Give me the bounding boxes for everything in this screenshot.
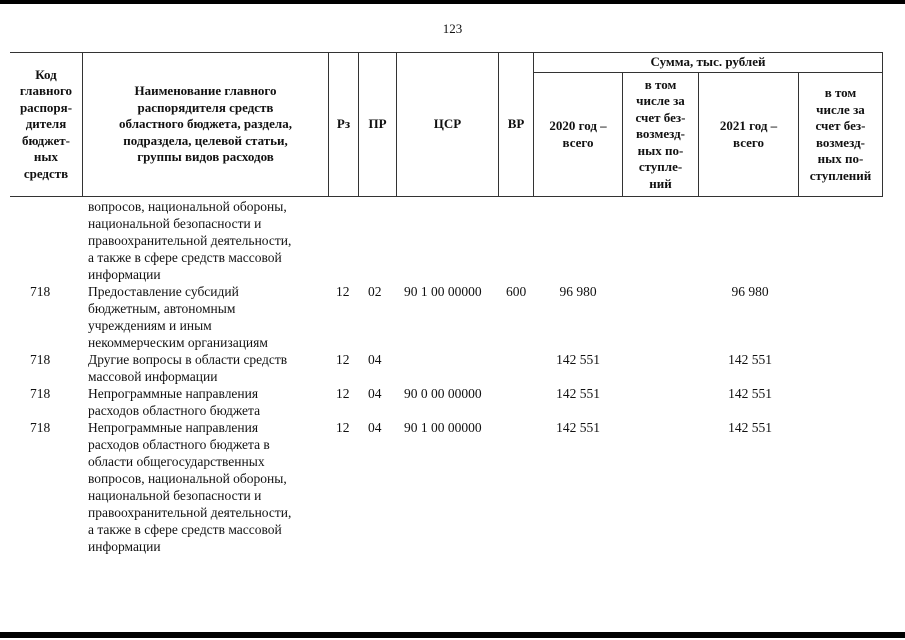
- row-csr: 90 0 00 00000: [404, 386, 482, 401]
- row-rz: 12: [336, 284, 350, 299]
- header-bottom-line: [10, 196, 883, 197]
- row-rz: 12: [336, 420, 350, 435]
- row-code: 718: [30, 352, 51, 367]
- row-name: Непрограммные направления расходов областного бюджета: [88, 386, 261, 418]
- row-code: 718: [30, 386, 51, 401]
- row-2021: 142 551: [728, 386, 772, 401]
- row-2021: 142 551: [728, 352, 772, 367]
- row-pr: 04: [368, 386, 382, 401]
- row-csr: 90 1 00 00000: [404, 420, 482, 435]
- header-vr: ВР: [507, 116, 525, 132]
- row-2020: 96 980: [559, 284, 597, 299]
- page-number: 123: [442, 21, 463, 36]
- header-csr: ЦСР: [433, 116, 462, 132]
- row-pr: 04: [368, 352, 382, 367]
- row-2020: 142 551: [556, 420, 600, 435]
- header-2021-bez: в том числе за счет без- возмезд- ных по- ступлений: [809, 85, 872, 183]
- bottom-border: [0, 632, 905, 638]
- row-pr: 04: [368, 420, 382, 435]
- row-name: вопросов, национальной обороны, национальной безопасности и правоохранительной деятельности, а также в сфере средств массовой информации: [88, 199, 292, 282]
- row-name: Предоставление субсидий бюджетным, автономным учреждениям и иным некоммерческим организациям: [88, 284, 268, 350]
- row-2020: 142 551: [556, 386, 600, 401]
- row-csr: 90 1 00 00000: [404, 284, 482, 299]
- row-2020: 142 551: [556, 352, 600, 367]
- header-2020-bez: в том числе за счет без- возмезд- ных по- ступле- ний: [635, 76, 686, 191]
- row-vr: 600: [506, 284, 527, 299]
- row-2021: 96 980: [731, 284, 769, 299]
- header-code: Код главного распоря- дителя бюджет- ных средств: [19, 66, 73, 181]
- header-rz: Рз: [336, 116, 351, 132]
- header-2021: 2021 год – всего: [719, 118, 778, 150]
- row-rz: 12: [336, 352, 350, 367]
- header-pr: ПР: [368, 116, 387, 132]
- col-divider-right: [882, 52, 883, 196]
- row-2021: 142 551: [728, 420, 772, 435]
- header-2020: 2020 год – всего: [549, 118, 607, 150]
- header-sum: Сумма, тыс. рублей: [650, 54, 766, 70]
- header-name: Наименование главного распорядителя средств областного бюджета, раздела, подраздела, целевой статьи, группы видов расходов: [119, 83, 292, 165]
- row-code: 718: [30, 284, 51, 299]
- row-pr: 02: [368, 284, 382, 299]
- row-name: Другие вопросы в области средств массовой информации: [88, 352, 288, 384]
- row-rz: 12: [336, 386, 350, 401]
- row-code: 718: [30, 420, 51, 435]
- top-border: [0, 0, 905, 4]
- row-name: Непрограммные направления расходов областного бюджета в области общегосударственных вопросов, национальной обороны, национальной безопасности и правоохранительной деятельности, а также в сфере средств массовой информации: [88, 420, 292, 554]
